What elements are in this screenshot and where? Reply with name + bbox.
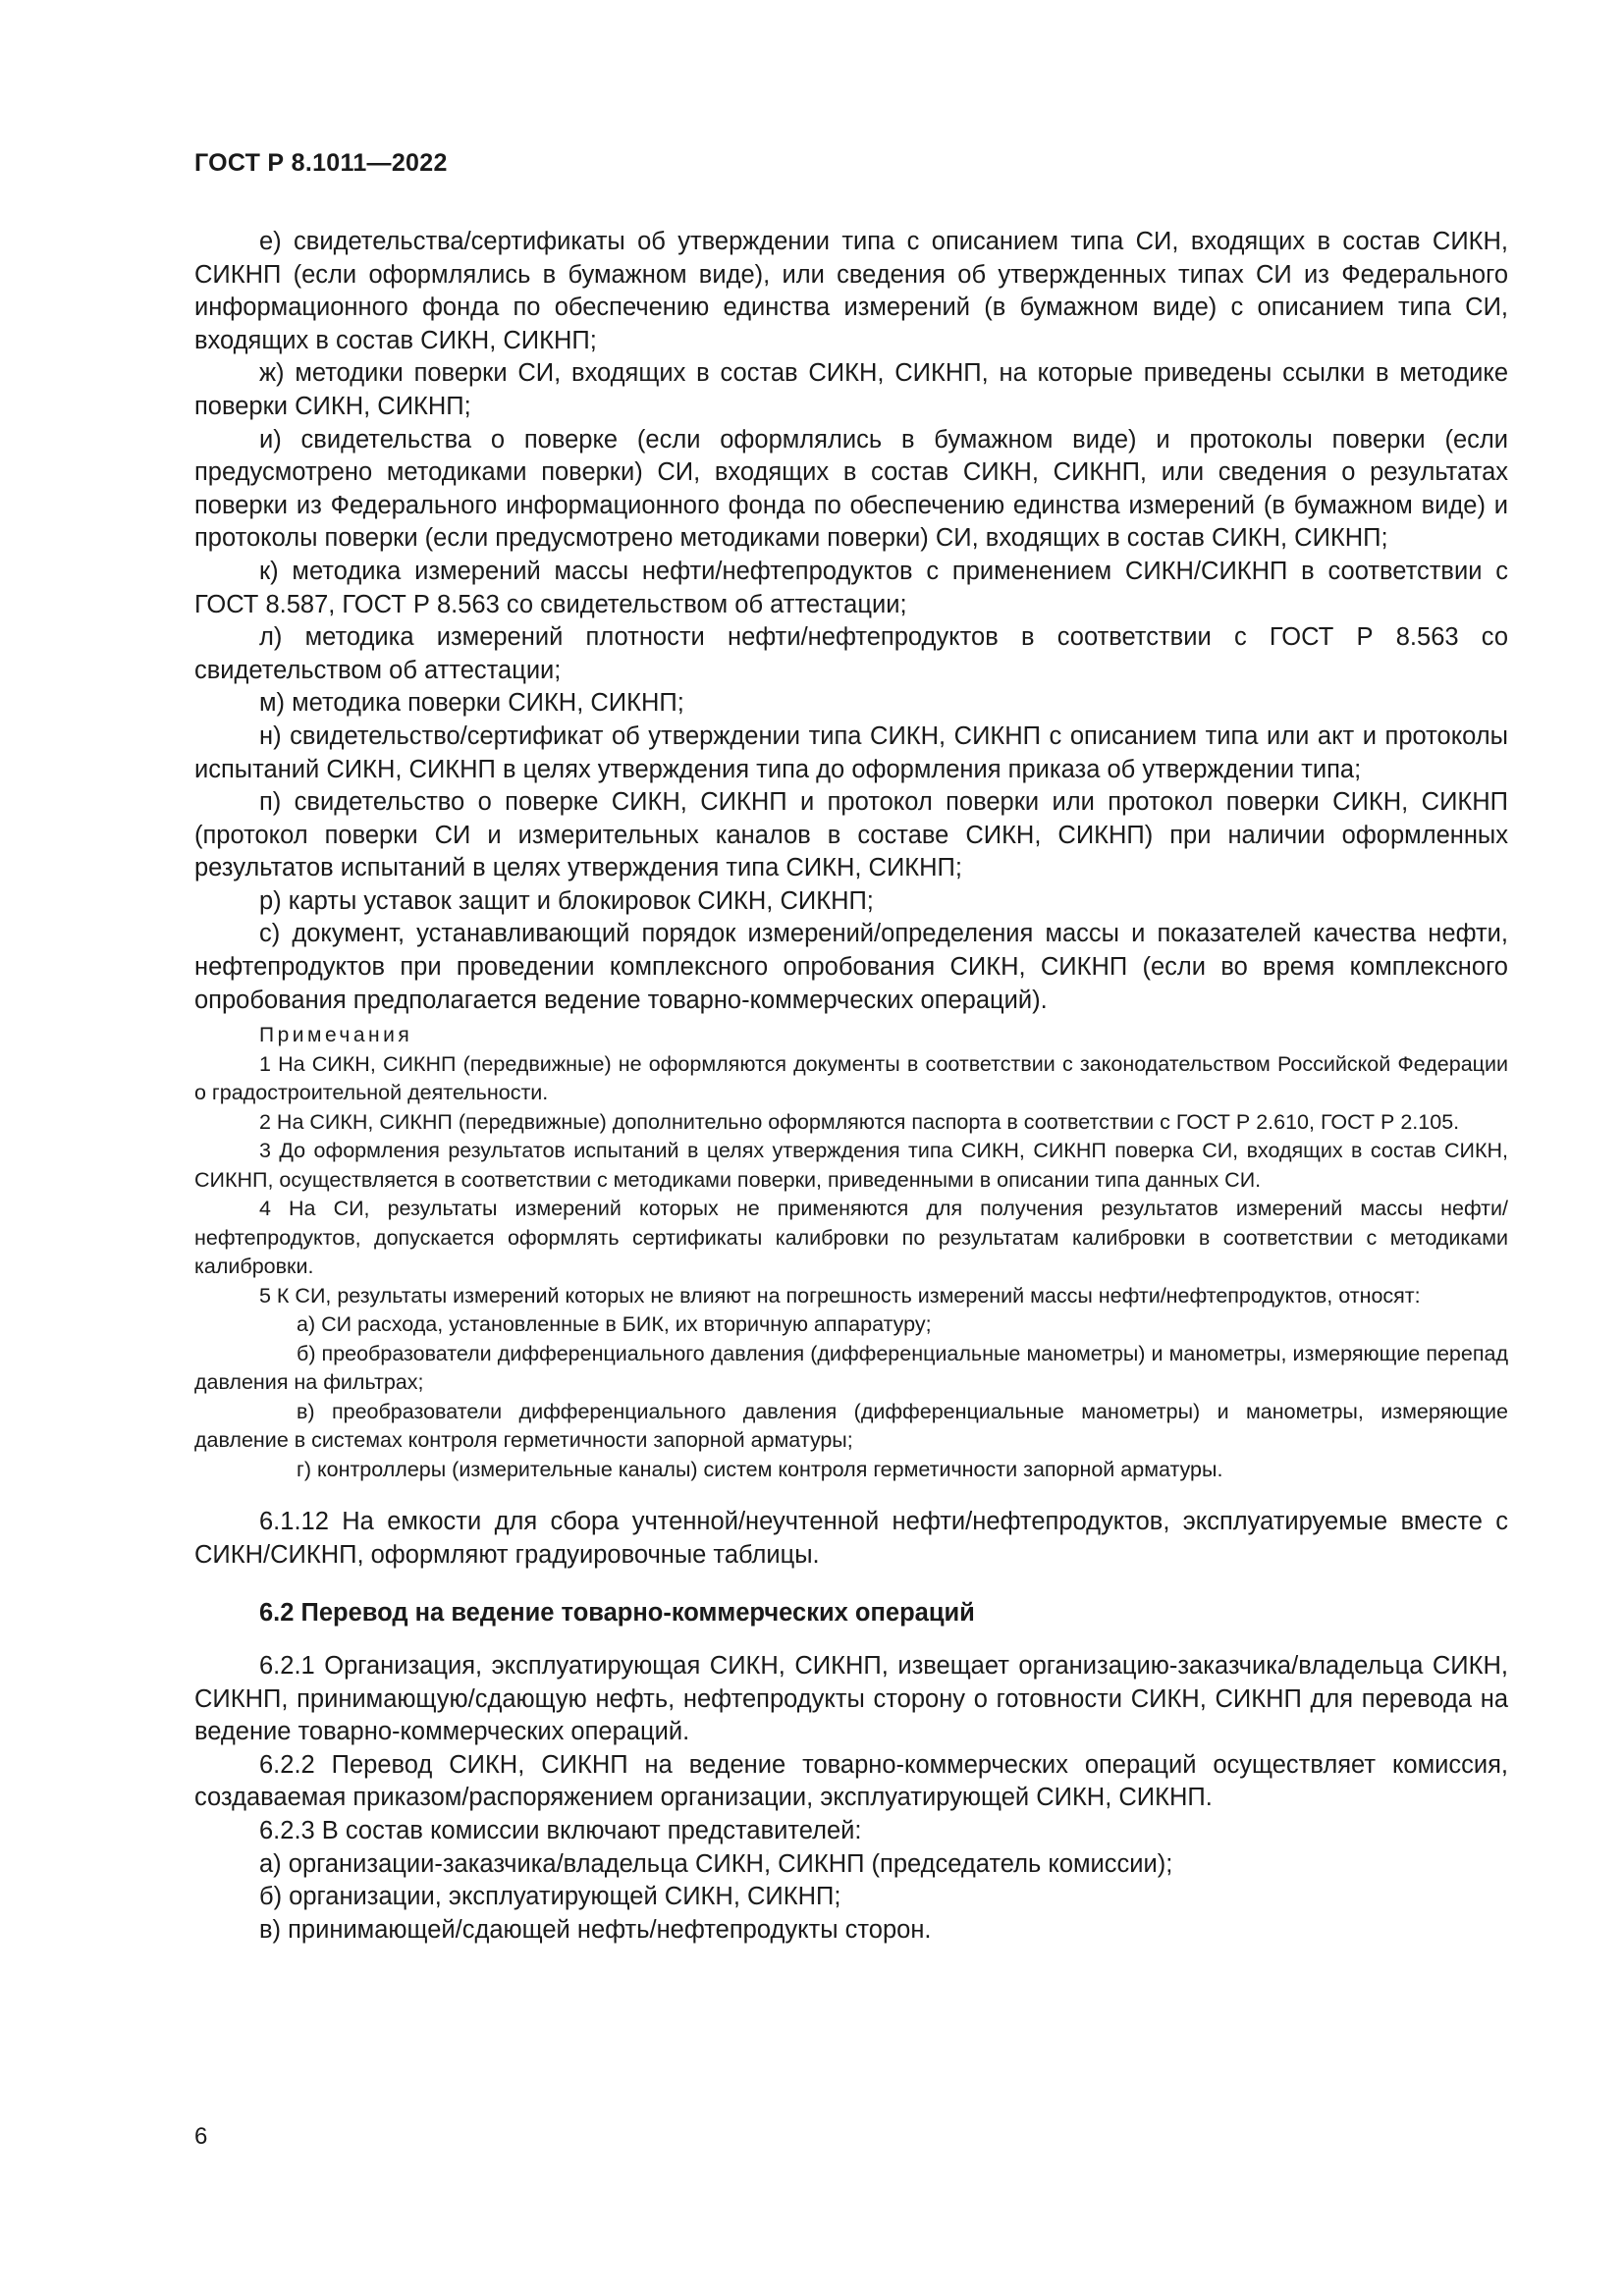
clause-6-2-3: 6.2.3 В состав комиссии включают представителей: [259,1817,862,1844]
list-item-s: с) документ, устанавливающий порядок измерений/определения массы и показателей качества нефти, нефтепродуктов при проведении комплексного опробования СИКН, СИКНП (если во время комплексного опробования предполагается ведение товарно-коммерческих операций). [194,920,1508,1014]
list-item-r: р) карты уставок защит и блокировок СИКН, СИКНП; [259,886,874,915]
list-item-m: м) методика поверки СИКН, СИКНП; [259,689,684,718]
clause-6-1-12-block [194,1506,1508,1572]
list-item-i: и) свидетельства о поверке (если оформлялись в бумажном виде) и протоколы поверки (если предусмотрено методиками поверки) СИ, входящих в состав СИКН, СИКНП, или сведения о результатах поверки из Федерального информационного фонда по обеспечению единства измерений (в бумажном виде) и протоколы поверки (если предусмотрено методиками поверки) СИ, входящих в состав СИКН, СИКНП; [194,425,1508,553]
note-3: 3 До оформления результатов испытаний в целях утверждения типа СИКН, СИКНП поверка СИ, входящих в состав СИКН, СИКНП, осуществляется в соответствии с методиками поверки, приведенными в описании типа данных СИ. [194,1139,1508,1192]
notes-block [194,1021,1508,1484]
notes-title: Примечания [259,1024,413,1047]
commission-member-a: а) организации-заказчика/владельца СИКН, СИКНП (председатель комиссии); [259,1849,1173,1878]
list-item-k: к) методика измерений массы нефти/нефтепродуктов с применением СИКН/СИКНП в соответствии с ГОСТ 8.587, ГОСТ Р 8.563 со свидетельством об аттестации; [194,557,1508,618]
clause-6-2-1: 6.2.1 Организация, эксплуатирующая СИКН, СИКНП, извещает организацию-заказчика/владельца СИКН, СИКНП, принимающую/сдающую нефть, нефтепродукты сторону о готовности СИКН, СИКНП для перевода на ведение товарно-коммерческих операций. [194,1652,1508,1746]
note-5-subitem-g: г) контроллеры (измерительные каналы) систем контроля герметичности запорной арматуры. [297,1457,1223,1481]
note-5: 5 К СИ, результаты измерений которых не влияют на погрешность измерений массы нефти/нефтепродуктов, относят: [259,1283,1421,1308]
page-content [194,226,1508,1947]
note-4: 4 На СИ, результаты измерений которых не применяются для получения результатов измерений массы нефти/нефтепродуктов, допускается оформлять сертификаты калибровки по результатам калибровки в соответствии с методиками калибровки. [194,1197,1508,1279]
clause-6-1-12: 6.1.12 На емкости для сбора учтенной/неучтенной нефти/нефтепродуктов, эксплуатируемые вместе с СИКН/СИКНП, оформляют градуировочные таблицы. [194,1508,1508,1569]
list-item-n: н) свидетельство/сертификат об утверждении типа СИКН, СИКНП с описанием типа или акт и протоколы испытаний СИКН, СИКНП в целях утверждения типа до оформления приказа об утверждении типа; [194,721,1508,783]
page-number: 6 [194,2123,208,2150]
section-6-2-body [194,1650,1508,1947]
list-item-p: п) свидетельство о поверке СИКН, СИКНП и протокол поверки или протокол поверки СИКН, СИКНП (протокол поверки СИ и измерительных каналов в составе СИКН, СИКНП) при наличии оформленных результатов испытаний в целях утверждения типа СИКН, СИКНП; [194,788,1508,882]
note-5-subitem-b: б) преобразователи дифференциального давления (дифференциальные манометры) и манометры, измеряющие перепад давления на фильтрах; [194,1341,1508,1395]
commission-member-b: б) организации, эксплуатирующей СИКН, СИКНП; [259,1883,841,1911]
commission-member-v: в) принимающей/сдающей нефть/нефтепродукты сторон. [259,1915,932,1944]
note-5-subitem-a: а) СИ расхода, установленные в БИК, их вторичную аппаратуру; [297,1312,932,1337]
clause-6-2-2: 6.2.2 Перевод СИКН, СИКНП на ведение товарно-коммерческих операций осуществляет комиссия, создаваемая приказом/распоряжением организации, эксплуатирующей СИКН, СИКНП. [194,1750,1508,1812]
list-item-zh: ж) методики поверки СИ, входящих в состав СИКН, СИКНП, на которые приведены ссылки в методике поверки СИКН, СИКНП; [194,359,1508,420]
section-6-2-heading: 6.2 Перевод на ведение товарно-коммерческих операций [259,1599,975,1628]
note-1: 1 На СИКН, СИКНП (передвижные) не оформляются документы в соответствии с законодательством Российской Федерации о градостроительной деятельности. [194,1051,1508,1105]
note-5-subitem-v: в) преобразователи дифференциального давления (дифференциальные манометры) и манометры, измеряющие давление в системах контроля герметичности запорной арматуры; [194,1399,1508,1453]
list-item-l: л) методика измерений плотности нефти/нефтепродуктов в соответствии с ГОСТ Р 8.563 со свидетельством об аттестации; [194,623,1508,684]
document-list [194,226,1508,1017]
list-item-e: е) свидетельства/сертификаты об утверждении типа с описанием типа СИ, входящих в состав СИКН, СИКНП (если оформлялись в бумажном виде), или сведения об утвержденных типах СИ из Федерального информационного фонда по обеспечению единства измерений (в бумажном виде) с описанием типа СИ, входящих в состав СИКН, СИКНП; [194,228,1508,354]
standard-code-header: ГОСТ Р 8.1011—2022 [194,149,448,177]
note-2: 2 На СИКН, СИКНП (передвижные) дополнительно оформляются паспорта в соответствии с ГОСТ Р 2.610, ГОСТ Р 2.105. [259,1109,1460,1134]
